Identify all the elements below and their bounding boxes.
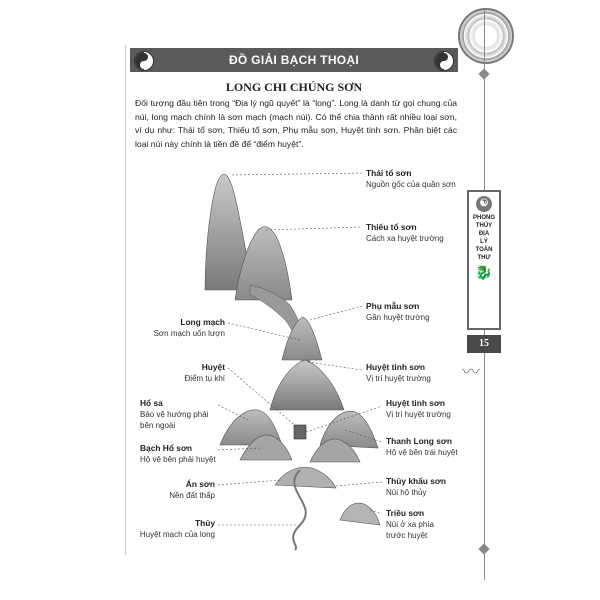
- side-tab-line: TOÀN: [475, 247, 493, 253]
- side-tab-line: THƯ: [477, 255, 491, 261]
- label-huyet-tinh-son-1: Huyệt tinh sơn Vị trí huyệt trường: [366, 362, 431, 383]
- label-thai-to-son: Thái tổ sơn Nguồn gốc của quần sơn: [366, 168, 456, 189]
- label-huyet: Huyệt Điểm tụ khí: [184, 362, 225, 383]
- label-thuy-khau-son: Thủy khẩu sơn Núi hộ thủy: [386, 476, 446, 497]
- label-an-son: Án sơn Nền đất thấp: [169, 479, 215, 500]
- label-thuy: Thủy Huyệt mạch của long: [139, 518, 215, 539]
- dragon-icon: 〰: [462, 362, 480, 382]
- side-tab-line: THỦY: [475, 223, 493, 229]
- label-phu-mau-son: Phụ mẫu sơn Gần huyệt trường: [366, 301, 430, 322]
- side-tab: [467, 190, 501, 330]
- label-ho-sa: Hổ sa Bảo vệ hướng phải bên ngoài: [140, 398, 209, 430]
- label-huyet-tinh-son-2: Huyệt tinh sơn Vị trí huyệt trường: [386, 398, 451, 419]
- label-long-mach: Long mạch Sơn mạch uốn lượn: [153, 317, 225, 338]
- label-trieu-son: Triều sơn Núi ở xa phía trước huyệt: [386, 508, 434, 540]
- yin-yang-icon: ☯: [476, 196, 492, 212]
- label-thanh-long-son: Thanh Long sơn Hộ vệ bên trái huyệt: [386, 436, 458, 457]
- dragon-icon: 🐉: [475, 264, 493, 280]
- header-title: ĐỒ GIẢI BẠCH THOẠI: [228, 53, 360, 67]
- intro-paragraph: Đối tượng đầu tiên trong “Địa lý ngũ quyết” là “long”. Long là danh từ gọi chung của núi, long mạch chính là sơn mạch (mạch núi). Có thể chia thành rất nhiều loại sơn, ví dụ như: Thái tổ sơn, Thiếu tổ sơn, Phụ mẫu sơn, Huyệt tinh sơn. Phân biệt các loại núi này chính là tiền đề để “điểm huyệt”.: [135, 98, 457, 149]
- page-number: 15: [467, 335, 501, 353]
- side-tab-line: ĐỊA: [478, 231, 490, 237]
- section-title: LONG CHI CHÚNG SƠN: [225, 80, 363, 94]
- side-tab-line: PHONG: [472, 215, 495, 221]
- label-thieu-to-son: Thiếu tổ sơn Cách xa huyệt trường: [366, 222, 444, 243]
- side-tab-line: LÝ: [480, 239, 488, 245]
- label-bach-ho-son: Bạch Hổ sơn Hộ vệ bên phải huyệt: [140, 443, 216, 464]
